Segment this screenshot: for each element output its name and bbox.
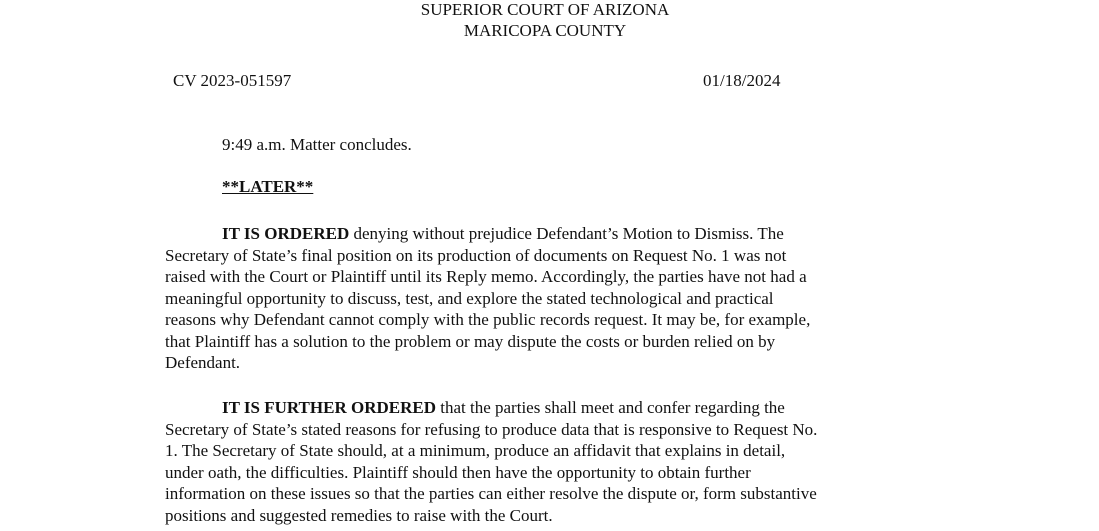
paragraph-1-line-6: that Plaintiff has a solution to the problem or may dispute the costs or burden relied on by [165, 331, 776, 351]
paragraph-1-line-2: Secretary of State’s final position on its production of documents on Request No. 1 was not [165, 245, 787, 265]
paragraph-2-line-4: under oath, the difficulties. Plaintiff should then have the opportunity to obtain further [165, 462, 751, 482]
paragraph-2-line-5: information on these issues so that the parties can either resolve the dispute or, form substantive [165, 484, 817, 503]
court-name: SUPERIOR COURT OF ARIZONA [420, 0, 670, 19]
paragraph-1-line-1-text: denying without prejudice Defendant’s Motion to Dismiss. The [349, 224, 784, 243]
county-name: MARICOPA COUNTY [463, 21, 627, 40]
paragraph-2-line-2: Secretary of State’s stated reasons for refusing to produce data that is responsive to Request No. [165, 419, 818, 439]
paragraph-1-line-4: meaningful opportunity to discuss, test, and explore the stated technological and practical [165, 288, 774, 308]
paragraph-1-lead: IT IS ORDERED [222, 224, 350, 243]
paragraph-2-line-3: 1. The Secretary of State should, at a minimum, produce an affidavit that explains in detail, [165, 441, 786, 460]
paragraph-2-lead: IT IS FURTHER ORDERED [222, 398, 436, 417]
case-number: CV 2023-051597 [173, 71, 292, 90]
paragraph-1-line-3: raised with the Court or Plaintiff until its Reply memo. Accordingly, the parties have not had a [165, 267, 807, 286]
matter-concludes-line: 9:49 a.m. Matter concludes. [222, 135, 412, 154]
document-date: 01/18/2024 [703, 71, 781, 90]
paragraph-2-line-1 [165, 397, 982, 419]
paragraph-1-line-5: reasons why Defendant cannot comply with the public records request. It may be, for example, [165, 310, 811, 329]
later-heading: **LATER** [222, 177, 314, 196]
paragraph-2-line-6: positions and suggested remedies to raise with the Court. [165, 505, 553, 525]
paragraph-1-line-7: Defendant. [165, 353, 241, 372]
paragraph-1-line-1 [165, 223, 982, 245]
paragraph-2-line-1-text: that the parties shall meet and confer regarding the [436, 398, 785, 417]
